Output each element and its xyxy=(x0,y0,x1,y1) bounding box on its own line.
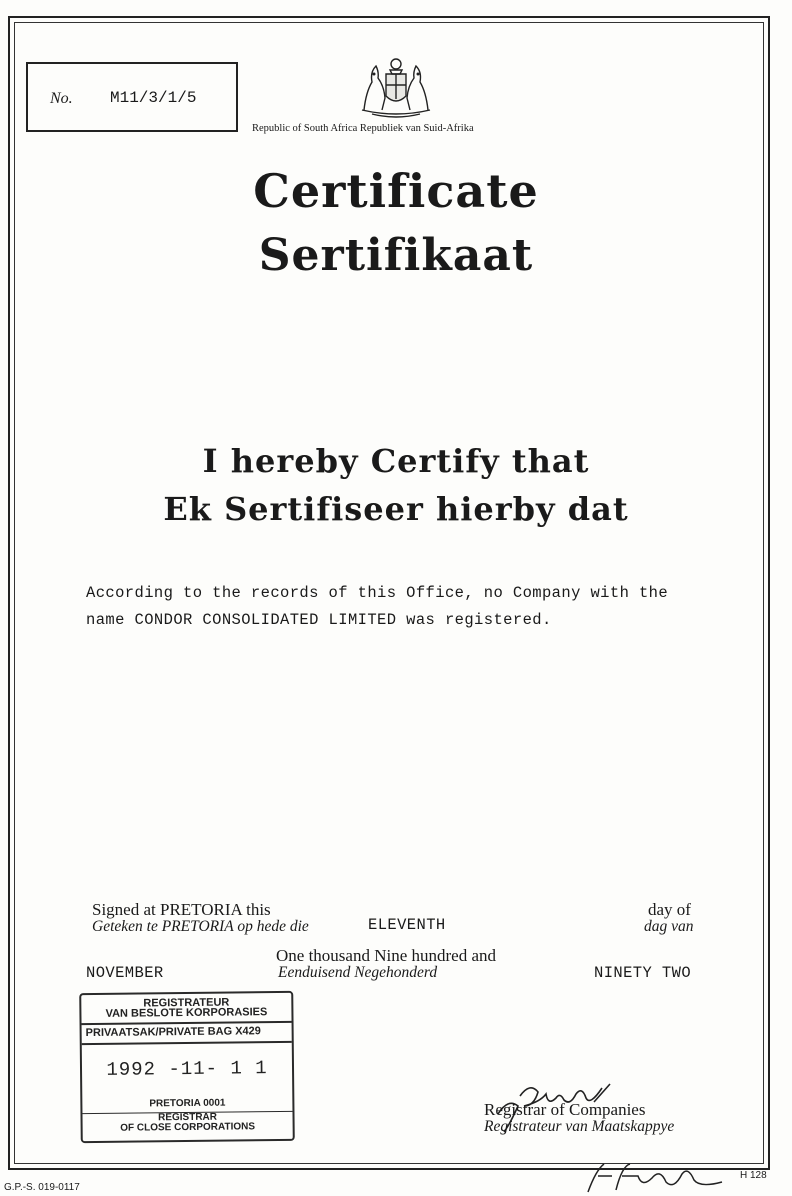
month-value: NOVEMBER xyxy=(86,964,164,982)
certify-afrikaans: Ek Sertifiseer hierby dat xyxy=(163,490,629,528)
body-line-2: name CONDOR CONSOLIDATED LIMITED was registered. xyxy=(86,611,552,629)
coat-of-arms-icon xyxy=(352,52,440,118)
registrar-title-english: Registrar of Companies xyxy=(484,1100,646,1119)
day-of-english: day of xyxy=(648,900,691,919)
stamp-line-2: VAN BESLOTE KORPORASIES xyxy=(105,1006,268,1020)
stamp-line-5: REGISTRAR xyxy=(158,1111,218,1124)
number-label: No. xyxy=(50,90,73,107)
day-of-afrikaans: dag van xyxy=(644,918,694,935)
certificate-number-box xyxy=(26,62,238,132)
registrar-date-stamp xyxy=(79,991,295,1143)
footer-right-code: H 128 xyxy=(740,1170,767,1181)
stamp-line-4: PRETORIA 0001 xyxy=(149,1097,226,1110)
registrar-title-afrikaans: Registrateur van Maatskappye xyxy=(484,1118,675,1135)
stamp-rule xyxy=(82,1041,292,1045)
stamp-line-1: REGISTRATEUR xyxy=(143,996,230,1010)
title-english: Certificate xyxy=(253,164,539,218)
year-value: NINETY TWO xyxy=(594,964,692,982)
stamp-line-3: PRIVAATSAK/PRIVATE BAG X429 xyxy=(85,1025,261,1040)
title-afrikaans: Sertifikaat xyxy=(258,230,534,281)
year-prefix-english: One thousand Nine hundred and xyxy=(276,946,497,965)
certify-english: I hereby Certify that xyxy=(202,442,590,480)
signed-at-afrikaans: Geteken te PRETORIA op hede die xyxy=(92,918,309,935)
body-line-1: According to the records of this Office, no Company with the xyxy=(86,584,669,602)
footer-signature xyxy=(582,1160,728,1194)
republic-caption: Republic of South Africa Republiek van Suid-Afrika xyxy=(252,123,474,134)
number-value: M11/3/1/5 xyxy=(110,89,197,107)
footer-left-code: G.P.-S. 019-0117 xyxy=(4,1182,80,1193)
year-prefix-afrikaans: Eenduisend Negehonderd xyxy=(278,964,438,981)
certificate-body xyxy=(86,580,746,634)
day-value: ELEVENTH xyxy=(368,916,446,934)
stamp-date: 1992 -11- 1 1 xyxy=(106,1057,268,1081)
stamp-line-6: OF CLOSE CORPORATIONS xyxy=(120,1121,256,1134)
signed-at-english: Signed at PRETORIA this xyxy=(92,900,271,919)
